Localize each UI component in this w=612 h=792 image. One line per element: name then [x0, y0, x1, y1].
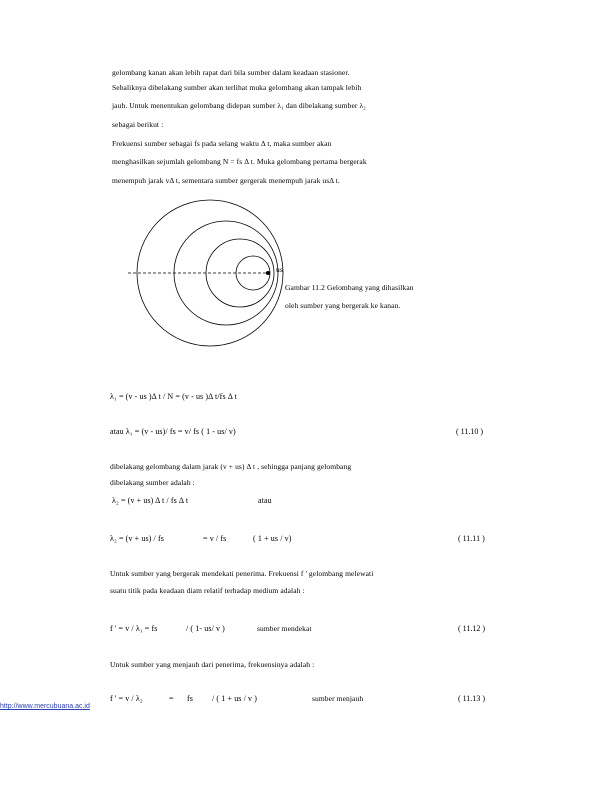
- paragraph-1-line-4: sebagai berikut :: [112, 120, 164, 129]
- footer-link[interactable]: http://www.mercubuana.ac.id: [0, 703, 90, 710]
- figure-caption-line-1: Gambar 11.2 Gelombang yang dihasilkan: [285, 283, 414, 292]
- equation-11-13-middle: / ( 1 + us / v ): [212, 694, 257, 703]
- equation-11-12-middle: / ( 1- us/ v ): [186, 624, 225, 633]
- equation-11-11: λ₂ = (v + us) / fs: [110, 534, 164, 543]
- equation-number-11-10: ( 11.10 ): [456, 427, 484, 436]
- equation-11-13-equals: =: [169, 694, 174, 703]
- equation-lambda2-atau: atau: [258, 496, 272, 505]
- paragraph-1-line-2: Sebaliknya dibelakang sumber akan terlihat muka gelombang akan tampak lebih: [112, 83, 362, 92]
- equation-number-11-12: ( 11.12 ): [458, 624, 486, 633]
- equation-11-11-last: ( 1 + us / v): [253, 534, 292, 543]
- paragraph-1-line-1: gelombang kanan akan lebih rapat dari bila sumber dalam keadaan stasioner.: [112, 68, 350, 77]
- equation-number-11-13: ( 11.13 ): [458, 694, 486, 703]
- source-label: us: [276, 265, 283, 274]
- paragraph-2-line-2: menghasilkan sejumlah gelombang N = fs Δ t. Muka gelombang pertama bergerak: [112, 157, 367, 166]
- equation-number-11-11: ( 11.11 ): [458, 534, 485, 543]
- paragraph-4-line-2: suatu titik pada keadaan diam relatif terhadap medium adalah :: [110, 586, 305, 595]
- source-dot: [266, 271, 270, 275]
- paragraph-5: Untuk sumber yang menjauh dari penerima, frekuensinya adalah :: [110, 660, 315, 669]
- paragraph-4-line-1: Untuk sumber yang bergerak mendekati penerima. Frekuensi f ' gelombang melewati: [110, 569, 374, 578]
- equation-11-12-note: sumber mendekat: [257, 624, 312, 633]
- paragraph-2-line-1: Frekuensi sumber sebagai fs pada selang waktu Δ t, maka sumber akan: [112, 139, 332, 148]
- paragraph-3-line-2: dibelakang sumber adalah :: [110, 478, 195, 487]
- figure-caption-line-2: oleh sumber yang bergerak ke kanan.: [285, 301, 401, 310]
- equation-11-13-note: sumber menjauh: [312, 694, 364, 703]
- equation-11-11-middle: = v / fs: [203, 534, 227, 543]
- equation-11-13: f ' = v / λ₂: [110, 694, 143, 703]
- equation-lambda2-derivation: λ₂ = (v + us) Δ t / fs Δ t: [112, 496, 189, 505]
- equation-11-12: f ' = v / λ₁ = fs: [110, 624, 158, 633]
- paragraph-1-line-3: jauh. Untuk menentukan gelombang didepan sumber λ₁ dan dibelakang sumber λ₂: [112, 101, 366, 110]
- paragraph-2-line-3: menempuh jarak vΔ t, sementara sumber gergerak menempuh jarak usΔ t.: [112, 176, 340, 185]
- equation-11-10: atau λ₁ = (v - us)/ fs = v/ fs ( 1 - us/ v): [110, 427, 236, 436]
- equation-11-13-fs: fs: [187, 694, 193, 703]
- equation-lambda1-derivation: λ₁ = (v - us )Δ t / N = (v - us )Δ t/fs Δ t: [110, 392, 237, 401]
- paragraph-3-line-1: dibelakang gelombang dalam jarak (v + us) Δ t , sehingga panjang gelombang: [110, 462, 352, 471]
